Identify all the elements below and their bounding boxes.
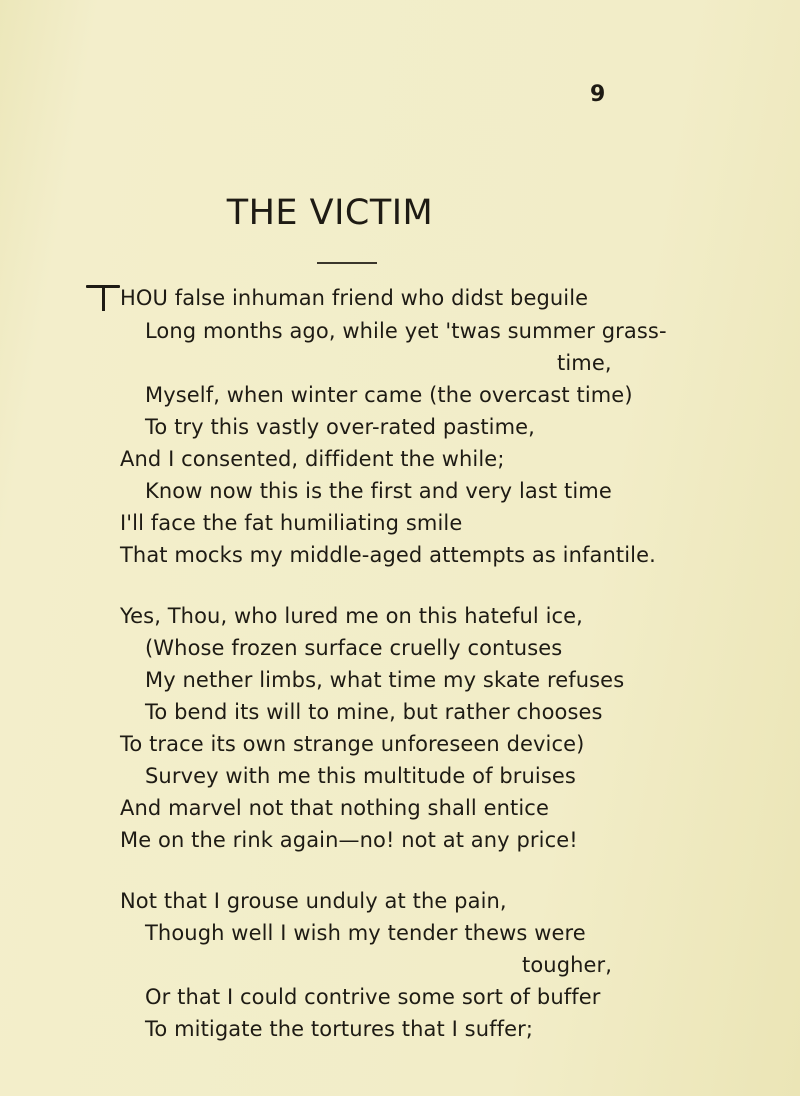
poem-line: To try this vastly over-rated pastime, — [145, 415, 535, 439]
poem-line: To mitigate the tortures that I suffer; — [145, 1017, 534, 1041]
poem-title: THE VICTIM — [226, 193, 434, 233]
poem-line: And marvel not that nothing shall entice — [120, 796, 549, 820]
poem-line: That mocks my middle-aged attempts as infantile. — [120, 543, 656, 567]
poem-line: Yes, Thou, who lured me on this hateful ice, — [120, 604, 583, 628]
poem-line: HOU false inhuman friend who didst beguile — [120, 286, 589, 310]
poem-line: Or that I could contrive some sort of buffer — [145, 985, 601, 1009]
poem-line: Though well I wish my tender thews were — [145, 921, 586, 945]
poem-line: (Whose frozen surface cruelly contuses — [145, 636, 563, 660]
poem-line: time, — [557, 351, 612, 375]
poem-line: To trace its own strange unforeseen device) — [120, 732, 585, 756]
poem-line: And I consented, diffident the while; — [120, 447, 505, 471]
poem-line: tougher, — [522, 953, 613, 977]
poem-line: My nether limbs, what time my skate refuses — [145, 668, 625, 692]
drop-cap-t — [86, 285, 114, 315]
poem-line: Long months ago, while yet 'twas summer grass- — [145, 319, 667, 343]
poem-line: To bend its will to mine, but rather chooses — [145, 700, 603, 724]
page-number: 9 — [590, 82, 606, 107]
poem-line: Myself, when winter came (the overcast time) — [145, 383, 633, 407]
poem-line: Me on the rink again—no! not at any price! — [120, 828, 578, 852]
poem-line: Know now this is the first and very last time — [145, 479, 612, 503]
title-divider — [317, 262, 377, 264]
poem-line: I'll face the fat humiliating smile — [120, 511, 463, 535]
poem-line: Not that I grouse unduly at the pain, — [120, 889, 507, 913]
poem-line: Survey with me this multitude of bruises — [145, 764, 576, 788]
